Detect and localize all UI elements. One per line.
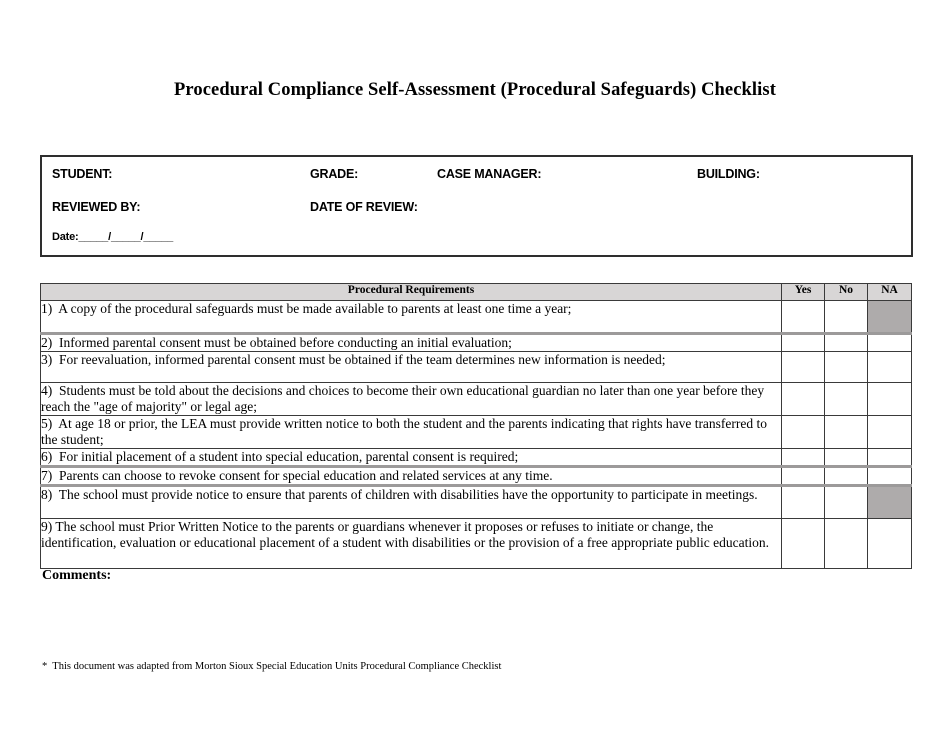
table-row [41, 467, 912, 486]
table-row [41, 352, 912, 383]
na-cell[interactable] [868, 301, 912, 334]
yes-column-header: Yes [782, 284, 825, 301]
table-row [41, 449, 912, 467]
requirement-text: 1) A copy of the procedural safeguards must be made available to parents at least one time a year; [41, 301, 782, 334]
yes-cell[interactable] [782, 352, 825, 383]
yes-cell[interactable] [782, 486, 825, 519]
date-of-review-label: DATE OF REVIEW: [310, 200, 418, 214]
grade-label: GRADE: [310, 167, 359, 181]
student-info-box [40, 155, 913, 257]
no-cell[interactable] [825, 383, 868, 416]
yes-cell[interactable] [782, 467, 825, 486]
na-cell[interactable] [868, 467, 912, 486]
table-row [41, 486, 912, 519]
building-label: BUILDING: [697, 167, 760, 181]
no-cell[interactable] [825, 519, 868, 569]
table-row [41, 301, 912, 334]
yes-cell[interactable] [782, 416, 825, 449]
no-column-header: No [825, 284, 868, 301]
yes-cell[interactable] [782, 334, 825, 352]
requirement-text: 7) Parents can choose to revoke consent for special education and related services at any time. [41, 467, 782, 486]
na-cell[interactable] [868, 334, 912, 352]
table-header-row [41, 284, 912, 301]
na-cell[interactable] [868, 519, 912, 569]
na-column-header: NA [868, 284, 912, 301]
no-cell[interactable] [825, 352, 868, 383]
no-cell[interactable] [825, 301, 868, 334]
requirement-text: 9) The school must Prior Written Notice to the parents or guardians whenever it proposes or refuses to initiate or change, the identification, evaluation or educational placement of a student with disabilities or the provision of a free appropriate public education. [41, 519, 782, 569]
no-cell[interactable] [825, 449, 868, 467]
comments-label: Comments: [42, 568, 112, 583]
table-row [41, 383, 912, 416]
na-cell[interactable] [868, 449, 912, 467]
student-label: STUDENT: [52, 167, 113, 181]
na-cell[interactable] [868, 486, 912, 519]
no-cell[interactable] [825, 416, 868, 449]
yes-cell[interactable] [782, 449, 825, 467]
case-manager-label: CASE MANAGER: [437, 167, 542, 181]
table-row [41, 334, 912, 352]
no-cell[interactable] [825, 334, 868, 352]
requirement-text: 8) The school must provide notice to ensure that parents of children with disabilities have the opportunity to participate in meetings. [41, 486, 782, 519]
no-cell[interactable] [825, 467, 868, 486]
requirement-text: 5) At age 18 or prior, the LEA must provide written notice to both the student and the parents indicating that rights have transferred to the student; [41, 416, 782, 449]
na-cell[interactable] [868, 352, 912, 383]
table-row [41, 416, 912, 449]
requirements-column-header: Procedural Requirements [41, 284, 782, 301]
requirement-text: 3) For reevaluation, informed parental consent must be obtained if the team determines new information is needed; [41, 352, 782, 383]
yes-cell[interactable] [782, 519, 825, 569]
na-cell[interactable] [868, 383, 912, 416]
requirements-table [40, 283, 912, 569]
requirement-text: 4) Students must be told about the decisions and choices to become their own educational guardian no later than one year before they reach the "age of majority" or legal age; [41, 383, 782, 416]
requirement-text: 6) For initial placement of a student into special education, parental consent is required; [41, 449, 782, 467]
footnote: * This document was adapted from Morton Sioux Special Education Units Procedural Compliance Checklist [42, 661, 502, 672]
table-row [41, 519, 912, 569]
no-cell[interactable] [825, 486, 868, 519]
yes-cell[interactable] [782, 383, 825, 416]
date-blank-line: Date:_____/_____/_____ [52, 231, 173, 243]
reviewed-by-label: REVIEWED BY: [52, 200, 141, 214]
na-cell[interactable] [868, 416, 912, 449]
requirement-text: 2) Informed parental consent must be obtained before conducting an initial evaluation; [41, 334, 782, 352]
page-title: Procedural Compliance Self-Assessment (Procedural Safeguards) Checklist [174, 80, 776, 100]
requirements-table-container [40, 283, 912, 569]
yes-cell[interactable] [782, 301, 825, 334]
